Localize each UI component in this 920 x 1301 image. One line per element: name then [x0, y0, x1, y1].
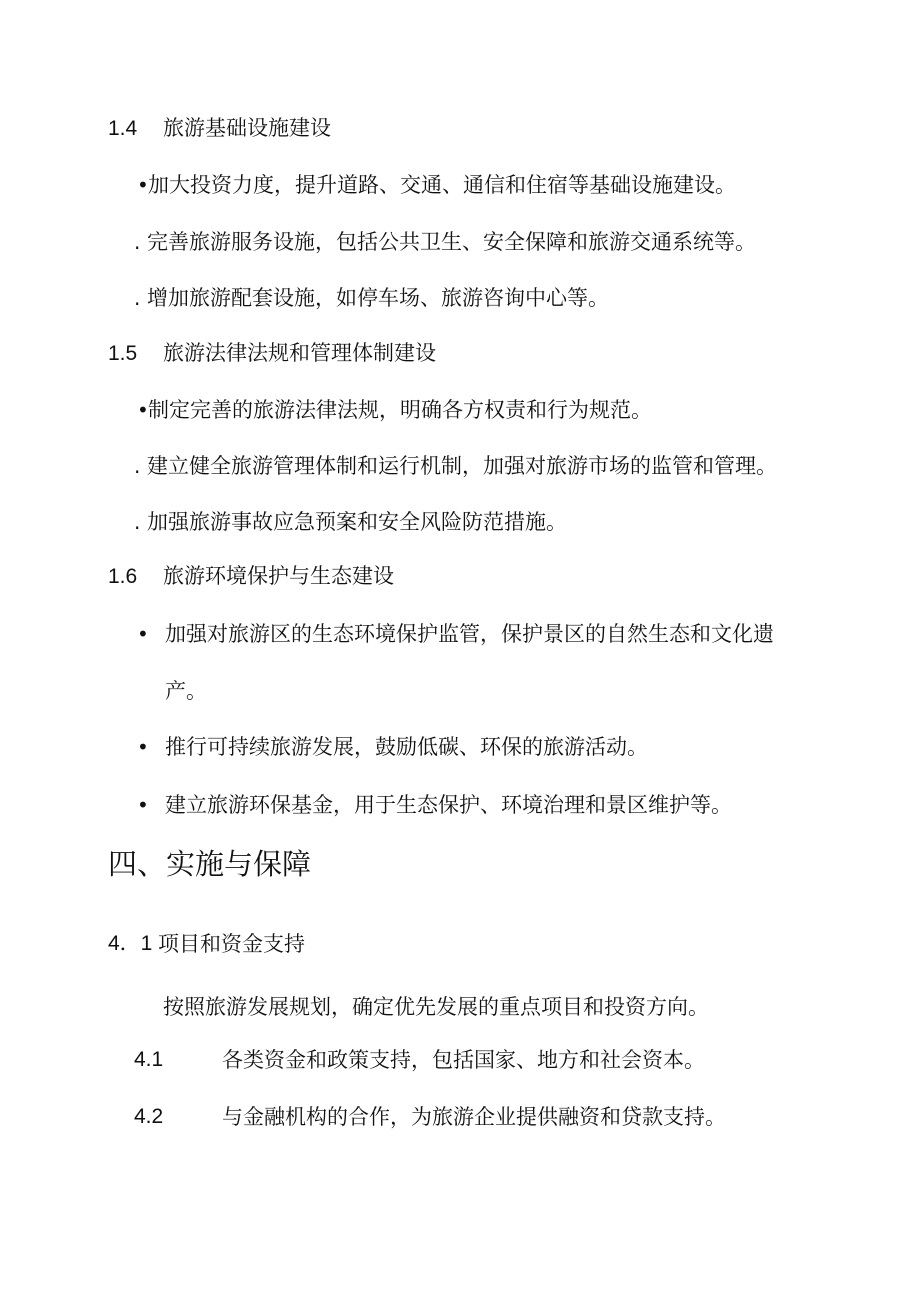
numbered-item: 与金融机构的合作，为旅游企业提供融资和贷款支持。 [222, 1105, 726, 1129]
bullet-marker: • [137, 793, 149, 817]
list-item: 建立旅游环保基金，用于生态保护、环境治理和景区维护等。 [165, 793, 732, 817]
bullet-marker: • [137, 622, 149, 646]
section-number: 1.4 [108, 117, 138, 140]
list-item: 加强旅游事故应急预案和安全风险防范措施。 [147, 510, 567, 534]
list-item-continuation: 产。 [165, 679, 207, 703]
paragraph: 按照旅游发展规划，确定优先发展的重点项目和投资方向。 [163, 995, 709, 1019]
list-item: 建立健全旅游管理体制和运行机制，加强对旅游市场的监管和管理。 [147, 454, 777, 478]
numbered-item: 各类资金和政策支持，包括国家、地方和社会资本。 [222, 1048, 705, 1072]
section-title: 旅游法律法规和管理体制建设 [163, 341, 436, 365]
section-number: 4．1 [108, 932, 153, 955]
section-number: 1.6 [108, 565, 138, 588]
list-item: 加大投资力度，提升道路、交通、通信和住宿等基础设施建设。 [148, 173, 736, 197]
list-marker: • [137, 398, 149, 422]
list-marker: . [134, 286, 141, 310]
list-item: 完善旅游服务设施，包括公共卫生、安全保障和旅游交通系统等。 [147, 230, 756, 254]
list-marker: . [134, 230, 141, 254]
list-marker: . [134, 510, 141, 534]
list-item: 加强对旅游区的生态环境保护监管，保护景区的自然生态和文化遗 [165, 622, 774, 646]
bullet-marker: • [137, 735, 149, 759]
section-title: 旅游基础设施建设 [163, 116, 331, 140]
item-number: 4.2 [134, 1105, 164, 1128]
section-title: 项目和资金支持 [158, 932, 305, 956]
list-marker: . [134, 454, 141, 478]
list-marker: • [137, 173, 149, 197]
list-item: 制定完善的旅游法律法规，明确各方权责和行为规范。 [148, 398, 652, 422]
item-number: 4.1 [134, 1048, 164, 1071]
section-number: 1.5 [108, 342, 138, 365]
section-title: 旅游环境保护与生态建设 [163, 564, 394, 588]
list-item: 推行可持续旅游发展，鼓励低碳、环保的旅游活动。 [165, 735, 648, 759]
chapter-title: 四、实施与保障 [108, 847, 312, 881]
list-item: 增加旅游配套设施，如停车场、旅游咨询中心等。 [147, 286, 609, 310]
